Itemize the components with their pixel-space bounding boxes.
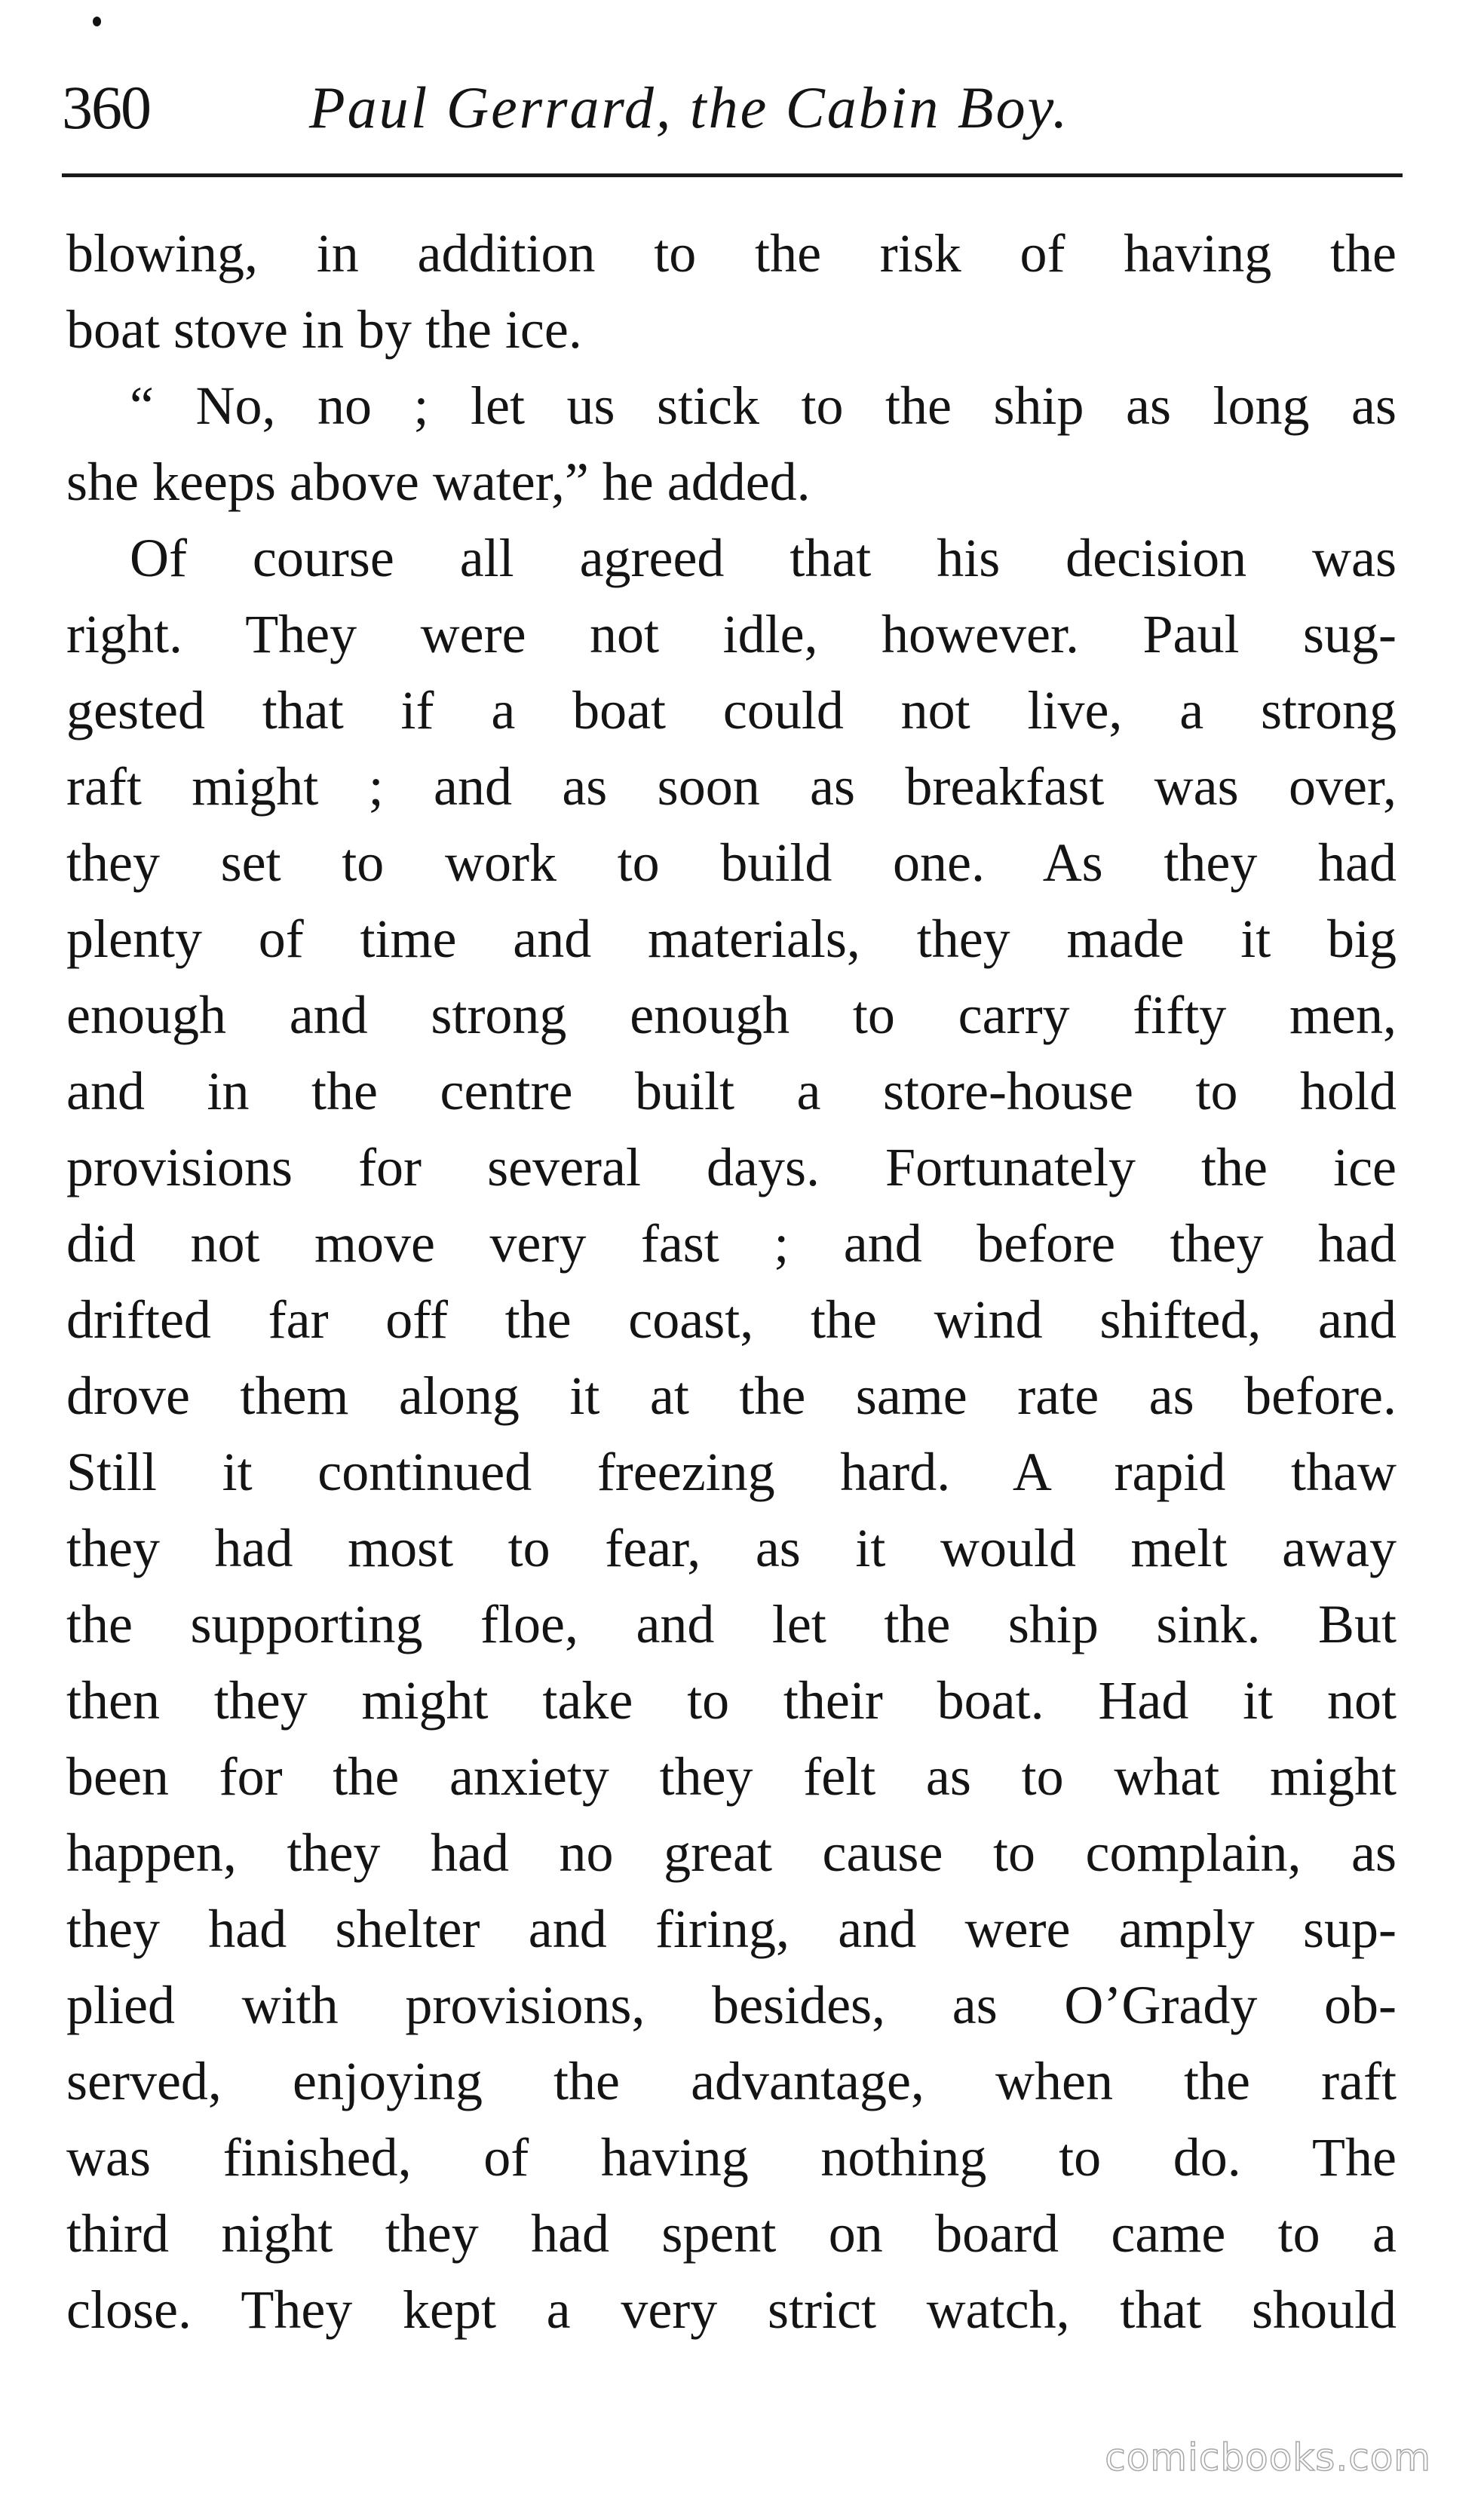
text-line: they set to work to build one. As they had	[66, 832, 1397, 893]
text-line: and in the centre built a store-house to hold	[66, 1061, 1397, 1121]
text-line: “ No, no ; let us stick to the ship as long as	[130, 376, 1397, 436]
running-title: Paul Gerrard, the Cabin Boy.	[309, 75, 1070, 140]
text-line: they had shelter and firing, and were amply sup-	[66, 1899, 1397, 1959]
text-line: gested that if a boat could not live, a strong	[66, 680, 1397, 740]
text-line: plenty of time and materials, they made it big	[66, 909, 1397, 969]
text-line: she keeps above water,” he added.	[66, 452, 811, 512]
text-line: right. They were not idle, however. Paul sug-	[66, 604, 1397, 664]
text-line: was finished, of having nothing to do. The	[66, 2127, 1397, 2188]
ink-speck	[93, 17, 101, 26]
text-line: drifted far off the coast, the wind shifted, and	[66, 1289, 1397, 1350]
text-line: drove them along it at the same rate as before.	[66, 1366, 1397, 1426]
text-line: enough and strong enough to carry fifty men,	[66, 985, 1397, 1045]
body-text	[66, 216, 1397, 2348]
watermark: comicbooks.com	[1105, 2436, 1431, 2479]
text-line: served, enjoying the advantage, when the raft	[66, 2051, 1397, 2111]
text-line: close. They kept a very strict watch, that should	[66, 2280, 1397, 2340]
text-line: boat stove in by the ice.	[66, 299, 582, 360]
page-number: 360	[62, 73, 150, 142]
text-line: blowing, in addition to the risk of having the	[66, 223, 1397, 284]
header-rule	[62, 173, 1403, 177]
text-line: happen, they had no great cause to complain, as	[66, 1823, 1397, 1883]
text-line: Still it continued freezing hard. A rapid thaw	[66, 1442, 1397, 1502]
text-line: did not move very fast ; and before they had	[66, 1213, 1397, 1274]
text-line: third night they had spent on board came to a	[66, 2203, 1397, 2264]
page-header	[62, 66, 1419, 149]
text-line: been for the anxiety they felt as to what might	[66, 1746, 1397, 1807]
text-line: raft might ; and as soon as breakfast was over,	[66, 756, 1397, 817]
text-line: they had most to fear, as it would melt away	[66, 1518, 1397, 1578]
text-line: Of course all agreed that his decision was	[130, 528, 1397, 588]
text-line: provisions for several days. Fortunately the ice	[66, 1137, 1397, 1197]
text-line: the supporting floe, and let the ship sink. But	[66, 1594, 1397, 1654]
text-line: then they might take to their boat. Had it not	[66, 1670, 1397, 1731]
text-line: plied with provisions, besides, as O’Grady ob-	[66, 1975, 1397, 2035]
